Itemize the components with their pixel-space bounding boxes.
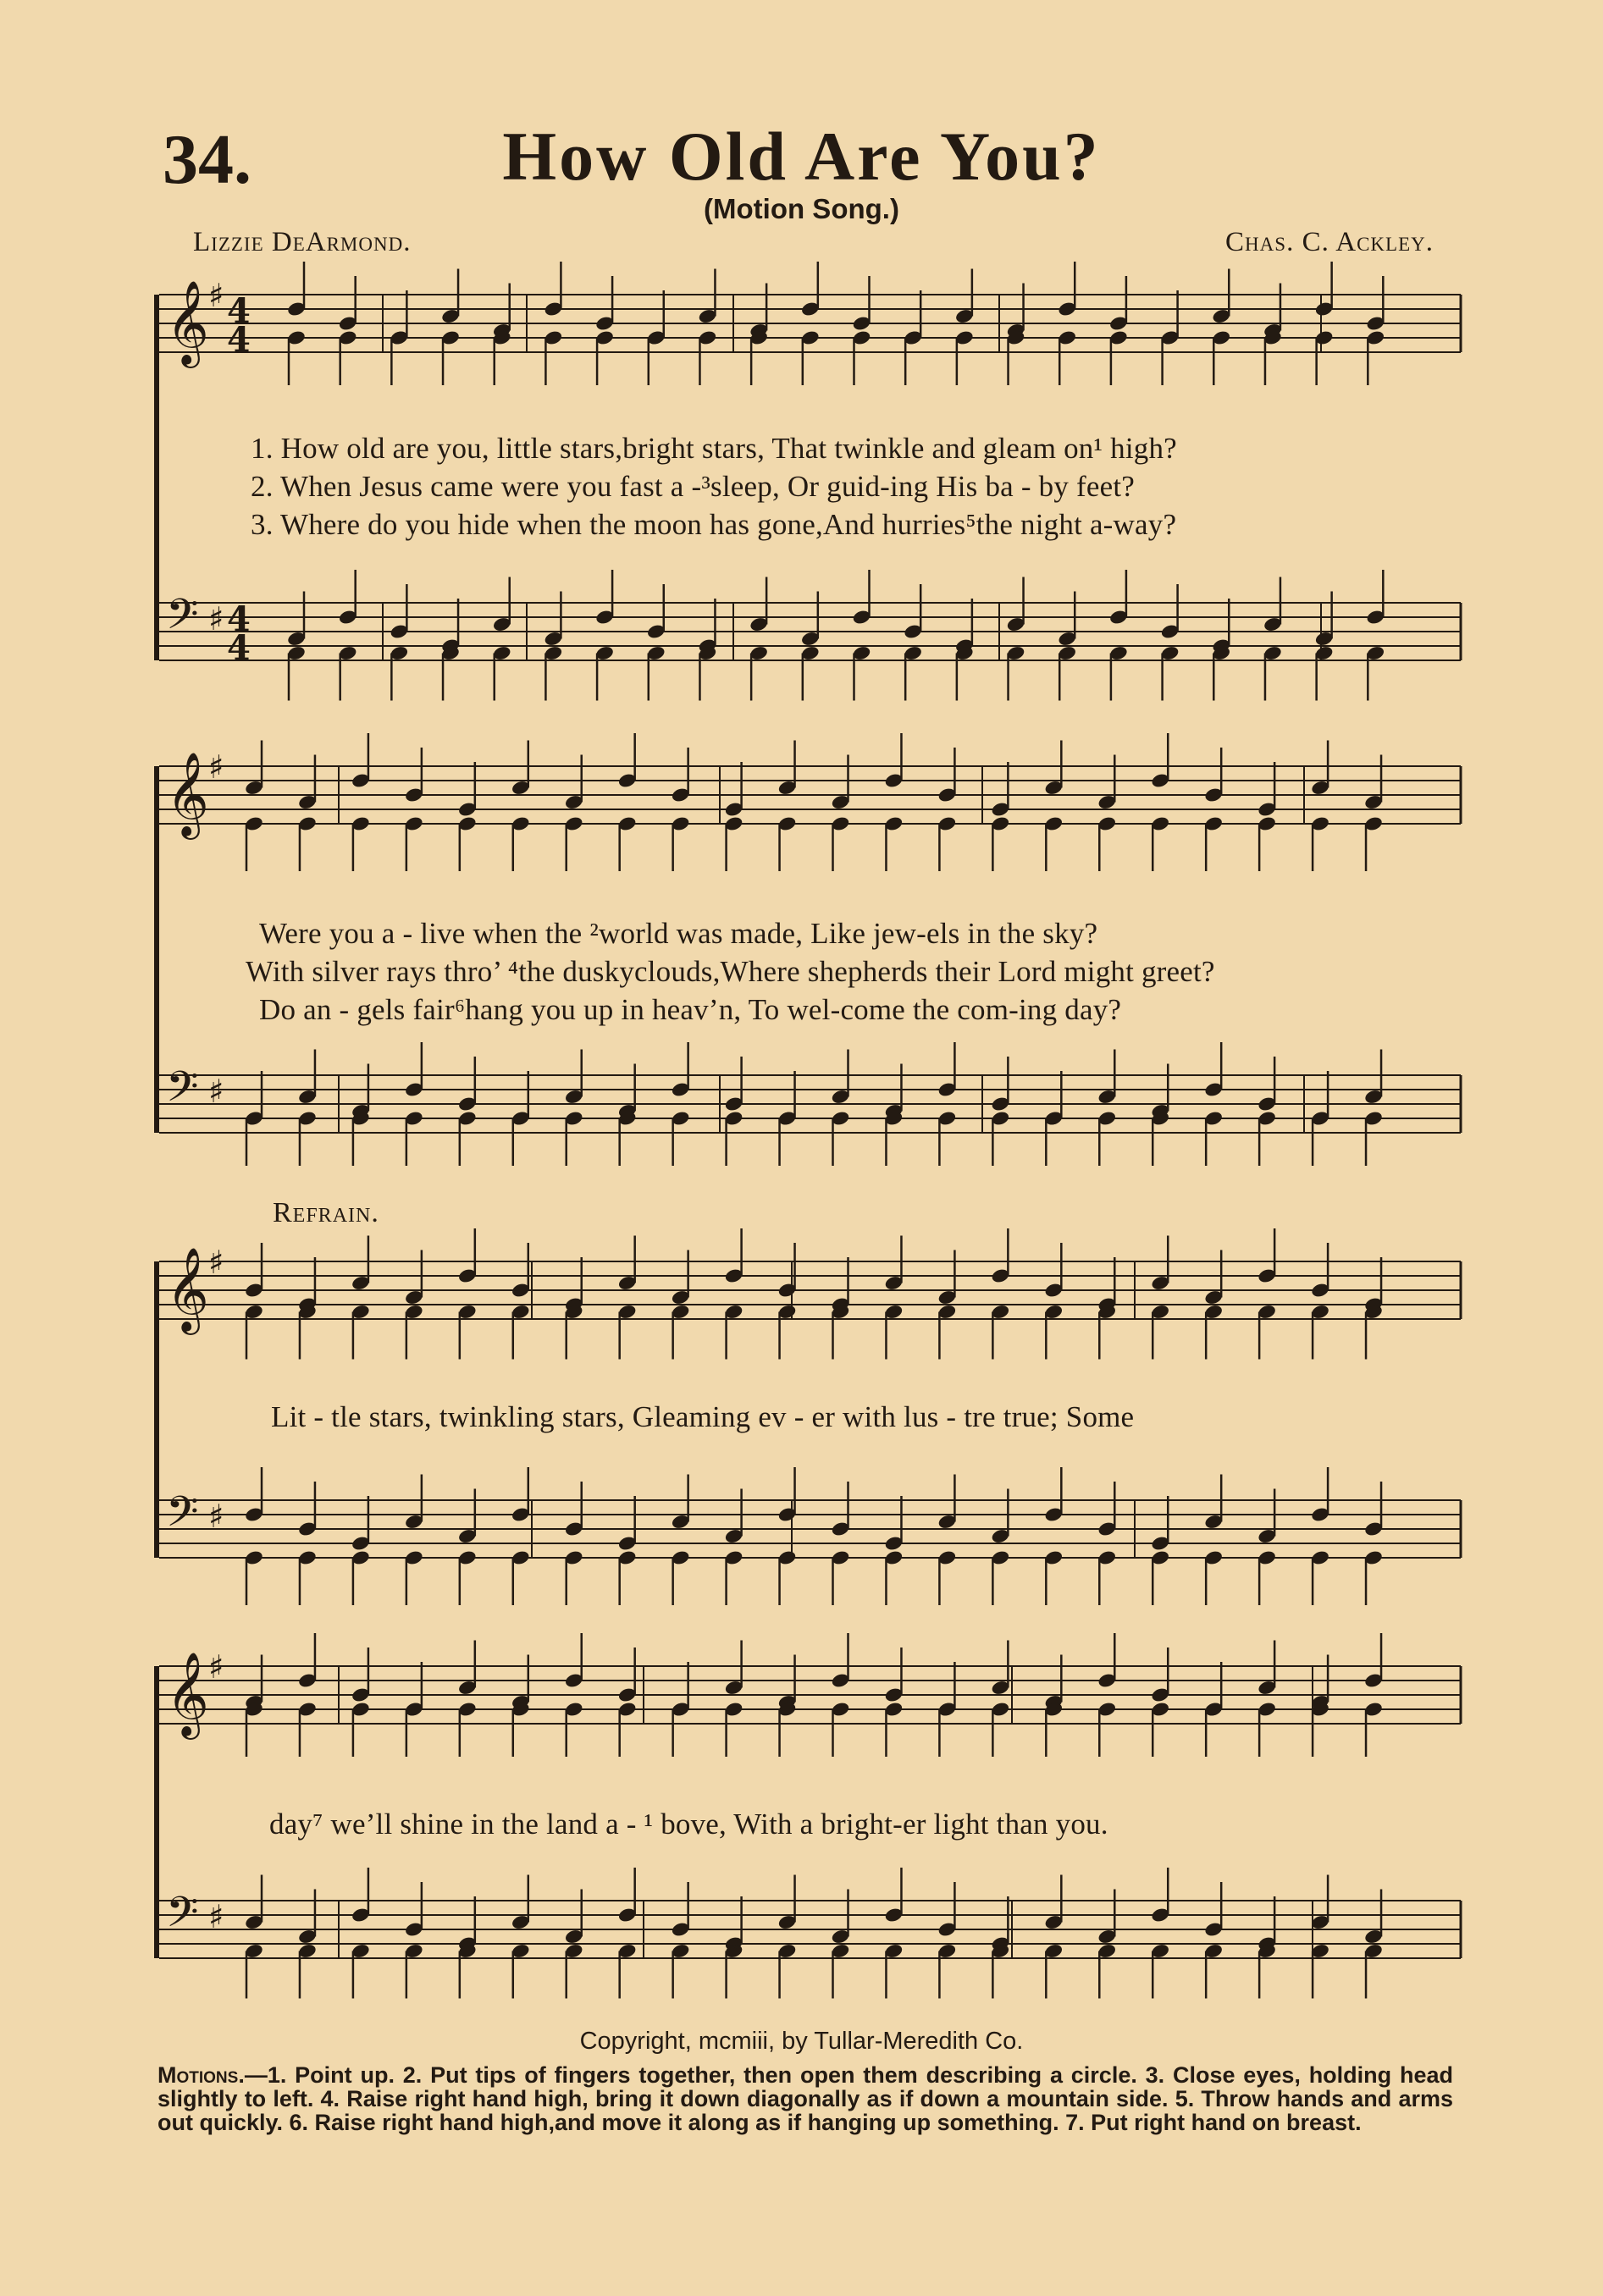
motions-label: Motions. bbox=[158, 2062, 245, 2088]
verse-2-line-1: 2. When Jesus came were you fast a -³sleep, Or guid-ing His ba - by feet? bbox=[251, 470, 1135, 503]
time-signature-bottom: 4 bbox=[227, 320, 251, 360]
time-signature-bottom: 4 bbox=[227, 628, 251, 668]
motions-instructions bbox=[158, 2063, 1453, 2134]
sharp-icon: ♯ bbox=[208, 1073, 224, 1110]
refrain-lyric-1: Lit - tle stars, twinkling stars, Gleaming ev - er with lus - tre true; Some bbox=[271, 1400, 1135, 1433]
sharp-icon: ♯ bbox=[208, 1244, 224, 1281]
treble-clef-icon: 𝄞 bbox=[166, 1652, 209, 1736]
verse-3-line-1: 3. Where do you hide when the moon has gone,And hurries⁵the night a-way? bbox=[251, 508, 1177, 541]
refrain-lyric-2: day⁷ we’ll shine in the land a - ¹ bove, With a bright-er light than you. bbox=[269, 1808, 1108, 1841]
sharp-icon: ♯ bbox=[208, 1498, 224, 1535]
sharp-icon: ♯ bbox=[208, 748, 224, 786]
treble-clef-icon: 𝄞 bbox=[166, 752, 209, 836]
verse-2-line-2: With silver rays thro’ ⁴the duskyclouds,Where shepherds their Lord might greet? bbox=[246, 955, 1215, 988]
bass-clef-icon: 𝄢 bbox=[166, 1062, 199, 1122]
sharp-icon: ♯ bbox=[208, 277, 224, 314]
copyright-notice: Copyright, mcmiii, by Tullar-Meredith Co. bbox=[579, 2028, 1024, 2055]
bass-clef-icon: 𝄢 bbox=[166, 1888, 199, 1947]
sharp-icon: ♯ bbox=[208, 600, 224, 637]
motions-text: —1. Point up. 2. Put tips of fingers together, then open them describing a circle. 3. Close eyes, holding head slightly to left. 4. Raise right hand high, bring it down diagonally as if down a mountain side. 5. Throw hands and arms out quickly. 6. Raise right hand high,and move it along as if hanging up something. 7. Put right hand on breast. bbox=[158, 2062, 1453, 2135]
hymn-subtitle: (Motion Song.) bbox=[704, 193, 899, 224]
hymn-number: 34. bbox=[163, 120, 252, 199]
refrain-label: Refrain. bbox=[273, 1197, 379, 1228]
bass-clef-icon: 𝄢 bbox=[166, 1487, 199, 1547]
sharp-icon: ♯ bbox=[208, 1648, 224, 1686]
composer-credit: Chas. C. Ackley. bbox=[1225, 227, 1434, 257]
time-signature-top: 4 bbox=[227, 599, 251, 639]
treble-clef-icon: 𝄞 bbox=[166, 1247, 209, 1332]
verse-1-line-1: 1. How old are you, little stars,bright stars, That twinkle and gleam on¹ high? bbox=[251, 432, 1177, 465]
verse-3-line-2: Do an - gels fair⁶hang you up in heav’n, To wel-come the com-ing day? bbox=[259, 993, 1122, 1026]
treble-clef-icon: 𝄞 bbox=[166, 280, 209, 365]
verse-1-line-2: Were you a - live when the ²world was made, Like jew-els in the sky? bbox=[259, 917, 1098, 950]
time-signature-top: 4 bbox=[227, 291, 251, 331]
sharp-icon: ♯ bbox=[208, 1898, 224, 1935]
bass-clef-icon: 𝄢 bbox=[166, 590, 199, 649]
hymn-title: How Old Are You? bbox=[502, 118, 1101, 195]
lyricist-credit: Lizzie DeArmond. bbox=[193, 227, 412, 257]
